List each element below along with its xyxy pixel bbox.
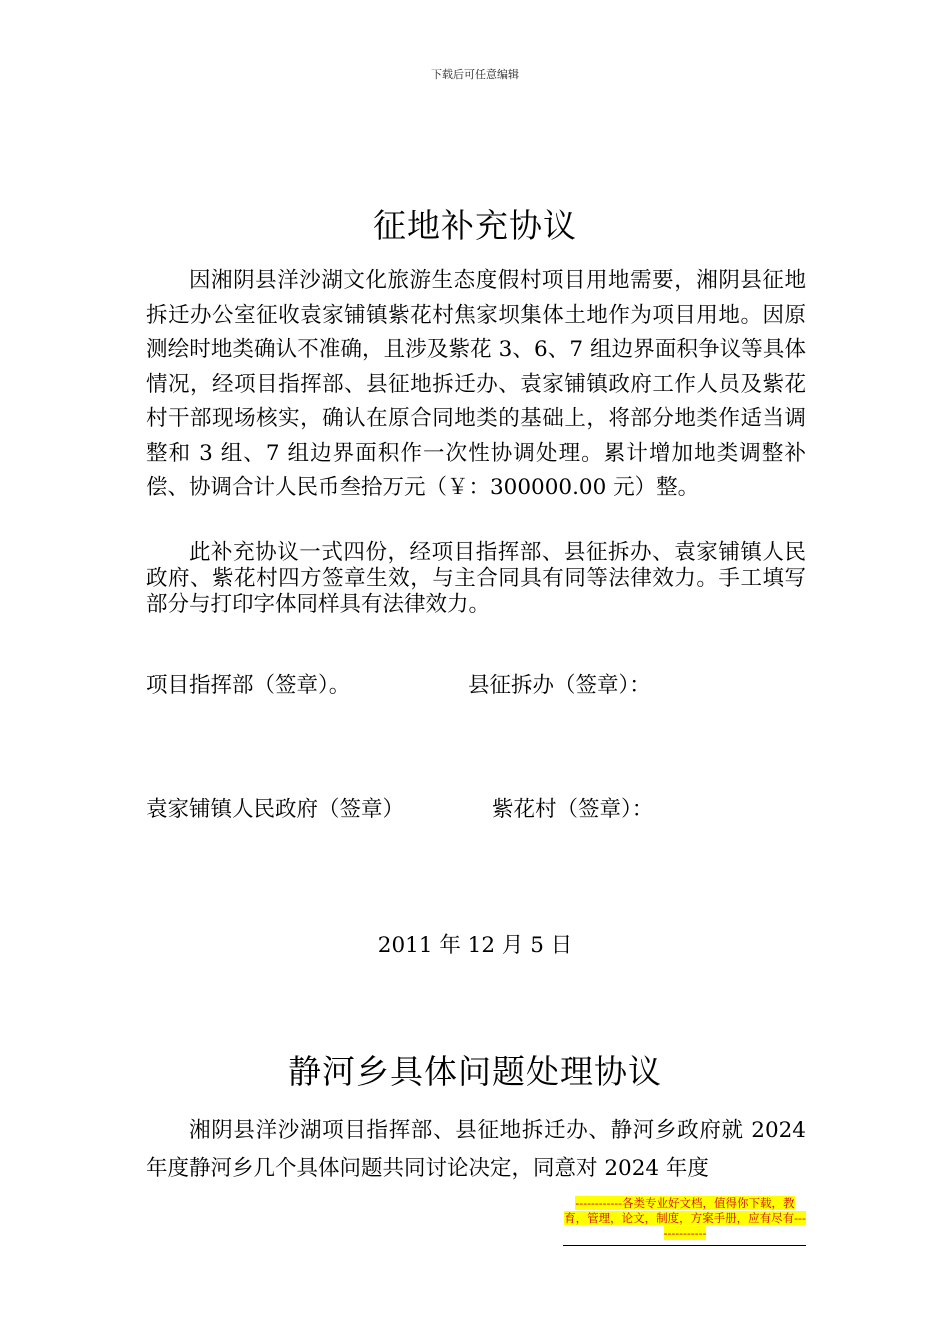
signature-county-office: 县征拆办（签章）：	[468, 673, 651, 698]
second-document-title: 静河乡具体问题处理协议	[288, 1052, 662, 1091]
signature-command: 项目指挥部（签章）。	[146, 673, 351, 698]
footer-divider	[563, 1245, 806, 1246]
header-note: 下载后可任意编辑	[431, 68, 519, 81]
agreement-date: 2011 年 12 月 5 日	[377, 933, 573, 958]
footer-advertisement	[564, 1196, 806, 1241]
document-title: 征地补充协议	[373, 206, 577, 245]
agreement-validity-paragraph: 此补充协议一式四份，经项目指挥部、县征拆办、袁家铺镇人民政府、紫花村四方签章生效，与主合同具有同等法律效力。手工填写部分与打印字体同样具有法律效力。	[146, 540, 806, 617]
agreement-body-paragraph: 因湘阴县洋沙湖文化旅游生态度假村项目用地需要，湘阴县征地拆迁办公室征收袁家铺镇紫花村焦家坝集体土地作为项目用地。因原测绘时地类确认不准确，且涉及紫花 3、6、7 组边界面积争议等具体情况，经项目指挥部、县征地拆迁办、袁家铺镇政府工作人员及紫花村干部现场核实，确认在原合同地类的基础上，将部分地类作适当调整和 3 组、7 组边界面积作一次性协调处理。累计增加地类调整补偿、协调合计人民币叁拾万元（￥：300000.00 元）整。	[146, 268, 806, 500]
signature-village: 紫花村（签章）：	[492, 797, 654, 822]
second-agreement-paragraph: 湘阴县洋沙湖项目指挥部、县征地拆迁办、静河乡政府就 2024 年度静河乡几个具体问题共同讨论决定，同意对 2024 年度	[146, 1118, 806, 1181]
footer-advertisement-text: ------------各类专业好文档，值得你下载，教育，管理，论文，制度，方案手册，应有尽有--------------	[564, 1196, 806, 1240]
signature-town-government: 袁家铺镇人民政府（签章）	[146, 797, 405, 822]
